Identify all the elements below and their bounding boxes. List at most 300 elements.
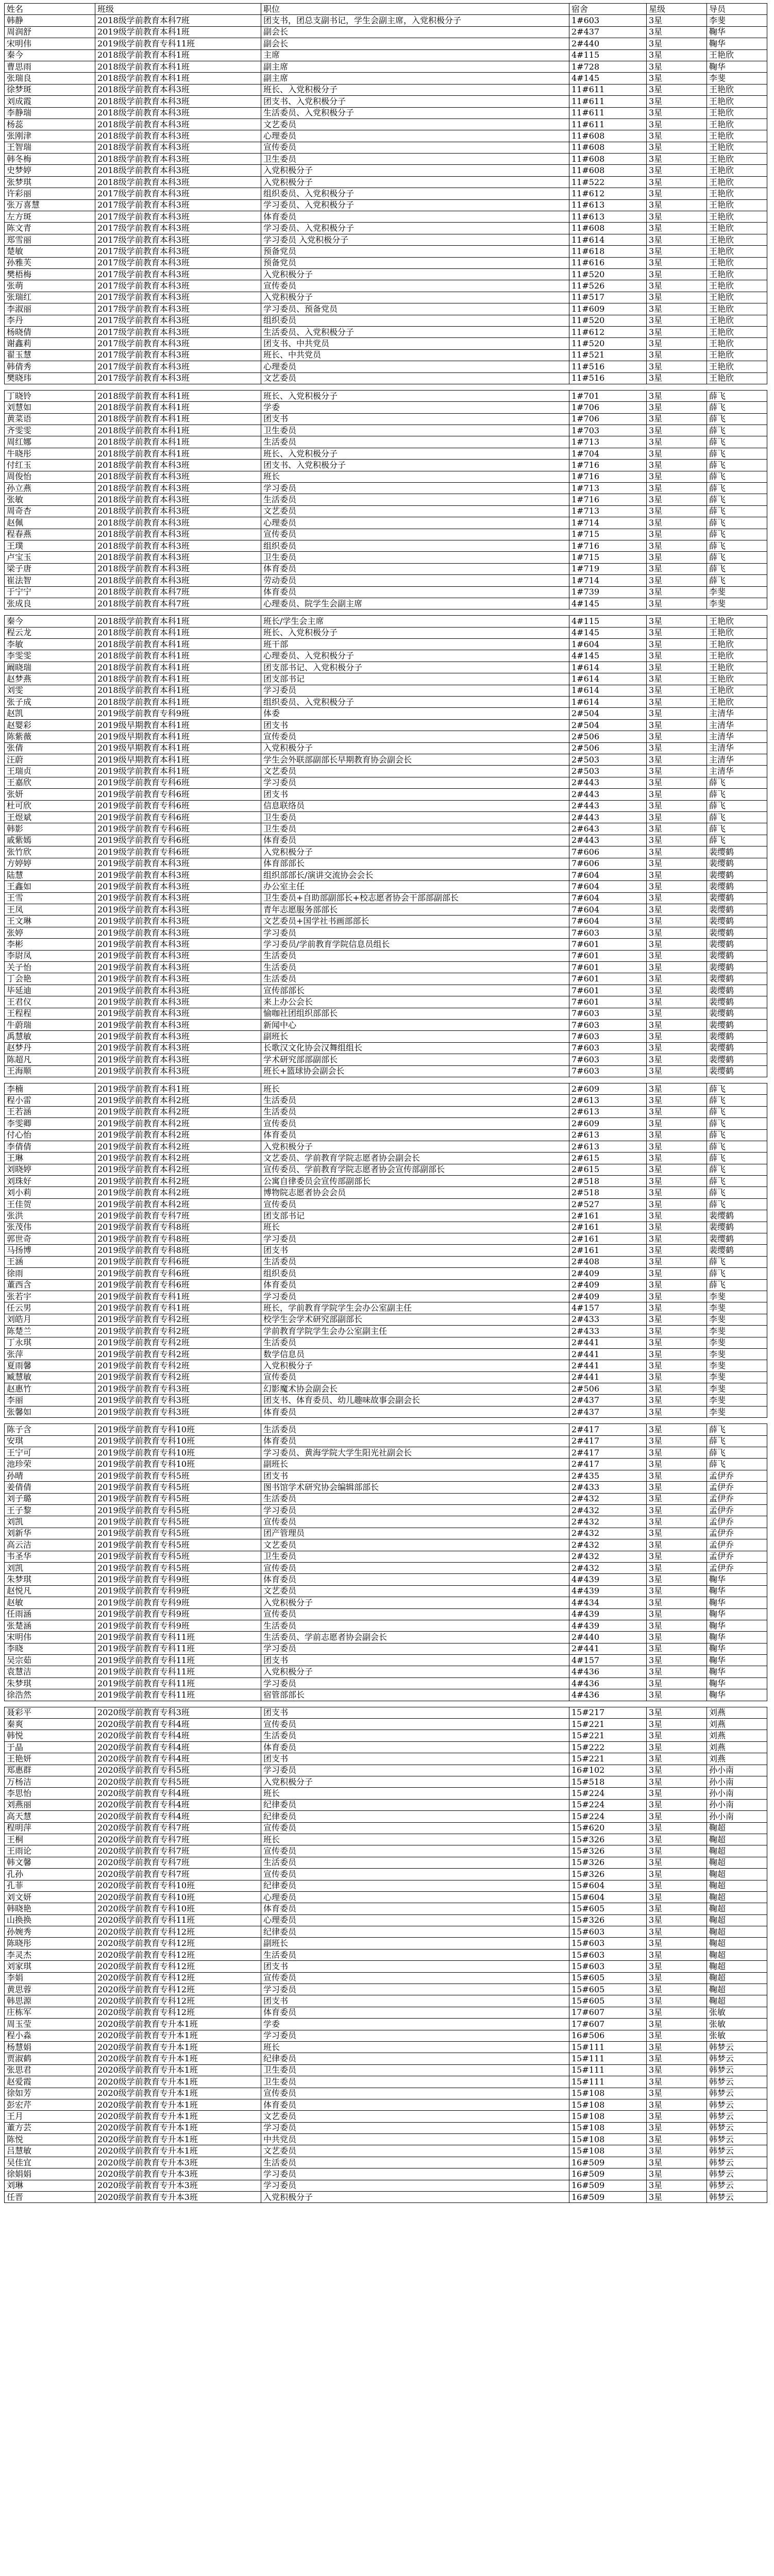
cell-class: 2020级学前教育专升本3班: [95, 2192, 261, 2203]
cell-dorm: 11#608: [569, 142, 647, 153]
cell-position: 卫生委员: [261, 811, 569, 823]
cell-counselor: 韩梦云: [707, 2099, 767, 2110]
table-row: [5, 904, 767, 916]
table-row: [5, 731, 767, 742]
cell-star: 3星: [647, 985, 707, 996]
cell-dorm: 7#603: [569, 1031, 647, 1042]
cell-star: 3星: [647, 540, 707, 551]
cell-name: 关子怡: [5, 962, 95, 973]
cell-dorm: 1#713: [569, 483, 647, 494]
cell-star: 3星: [647, 1371, 707, 1383]
cell-dorm: 1#715: [569, 529, 647, 540]
cell-dorm: 2#609: [569, 1118, 647, 1129]
cell-counselor: 裴缨鹤: [707, 996, 767, 1008]
cell-class: 2018级学前教育本科3班: [95, 471, 261, 482]
cell-star: 3星: [647, 49, 707, 61]
cell-counselor: 李斐: [707, 1337, 767, 1348]
table-row: [5, 1424, 767, 1435]
cell-dorm: 15#604: [569, 1880, 647, 1891]
cell-star: 3星: [647, 996, 707, 1008]
cell-star: 3星: [647, 1707, 707, 1718]
table-row: [5, 84, 767, 95]
cell-position: 愉咖社团组织部部长: [261, 1008, 569, 1019]
cell-dorm: 16#509: [569, 2157, 647, 2168]
cell-class: 2020级学前教育专科12班: [95, 1949, 261, 1960]
cell-dorm: 2#443: [569, 800, 647, 811]
cell-name: 刘燕丽: [5, 1799, 95, 1810]
cell-position: 班长、入党积极分子: [261, 390, 569, 401]
cell-star: 3星: [647, 211, 707, 223]
table-row: [5, 483, 767, 494]
cell-dorm: 1#614: [569, 697, 647, 708]
cell-position: 办公室主任: [261, 881, 569, 892]
cell-position: 副班长: [261, 1459, 569, 1470]
separator-cell: [95, 1077, 261, 1083]
table-row: [5, 1620, 767, 1631]
cell-class: 2018级学前教育本科1班: [95, 697, 261, 708]
cell-dorm: 2#615: [569, 1164, 647, 1175]
cell-dorm: 15#108: [569, 2134, 647, 2145]
cell-star: 3星: [647, 1222, 707, 1233]
cell-name: 张竹欣: [5, 846, 95, 858]
cell-counselor: 鞠华: [707, 1655, 767, 1666]
cell-position: 学前教育学院学生会办公室副主任: [261, 1326, 569, 1337]
cell-dorm: 4#145: [569, 73, 647, 84]
cell-dorm: 4#439: [569, 1608, 647, 1620]
cell-position: 数学信息员: [261, 1348, 569, 1360]
cell-counselor: 韩梦云: [707, 2168, 767, 2180]
cell-name: 张婷: [5, 927, 95, 938]
cell-name: 朱梦琪: [5, 1574, 95, 1585]
table-row: [5, 303, 767, 315]
cell-position: 心理委员、院学生会副主席: [261, 598, 569, 609]
cell-counselor: 孟伊乔: [707, 1539, 767, 1551]
cell-class: 2019级学前教育专科3班: [95, 1406, 261, 1417]
cell-position: 博物院志愿者协会会员: [261, 1187, 569, 1198]
table-row: [5, 777, 767, 788]
table-row: [5, 1961, 767, 1972]
cell-star: 3星: [647, 505, 707, 517]
cell-dorm: 11#520: [569, 338, 647, 349]
cell-counselor: 薛飞: [707, 517, 767, 529]
cell-star: 3星: [647, 448, 707, 459]
cell-dorm: 15#108: [569, 2145, 647, 2157]
cell-class: 2017级学前教育本科3班: [95, 188, 261, 199]
cell-name: 韩晓艳: [5, 1903, 95, 1914]
cell-counselor: 李斐: [707, 1360, 767, 1371]
cell-counselor: 裴缨鹤: [707, 1019, 767, 1030]
cell-class: 2018级学前教育本科1班: [95, 425, 261, 436]
cell-class: 2018级学前教育本科7班: [95, 598, 261, 609]
cell-star: 3星: [647, 1551, 707, 1562]
cell-class: 2018级学前教育本科3班: [95, 575, 261, 586]
cell-class: 2019级学前教育本科3班: [95, 1065, 261, 1077]
cell-dorm: 11#608: [569, 223, 647, 234]
table-row: [5, 1493, 767, 1504]
cell-class: 2020级学前教育专科5班: [95, 1776, 261, 1787]
table-row: [5, 1562, 767, 1573]
cell-counselor: 王艳欣: [707, 223, 767, 234]
cell-star: 3星: [647, 303, 707, 315]
table-row: [5, 1245, 767, 1256]
cell-class: 2020级学前教育专科7班: [95, 1857, 261, 1868]
cell-counselor: 鞠华: [707, 61, 767, 72]
cell-star: 3星: [647, 552, 707, 563]
cell-class: 2018级学前教育本科1班: [95, 627, 261, 638]
cell-position: 学委: [261, 2019, 569, 2030]
cell-class: 2019级学前教育专科10班: [95, 1424, 261, 1435]
cell-class: 2017级学前教育本科3班: [95, 303, 261, 315]
cell-position: 卫生委员: [261, 552, 569, 563]
cell-counselor: 鞠华: [707, 1666, 767, 1677]
table-row: [5, 1845, 767, 1857]
cell-star: 3星: [647, 26, 707, 38]
cell-star: 3星: [647, 1539, 707, 1551]
cell-star: 3星: [647, 1482, 707, 1493]
cell-name: 牛蔚瑞: [5, 1019, 95, 1030]
cell-name: 程小淼: [5, 2030, 95, 2041]
cell-counselor: 王艳欣: [707, 234, 767, 245]
cell-class: 2019级学前教育本科3班: [95, 904, 261, 916]
cell-star: 3星: [647, 292, 707, 303]
table-row: [5, 326, 767, 337]
cell-class: 2018级学前教育本科1班: [95, 402, 261, 413]
cell-dorm: 11#611: [569, 96, 647, 107]
cell-dorm: 2#609: [569, 1083, 647, 1094]
cell-name: 黄菜语: [5, 413, 95, 425]
cell-counselor: 王艳欣: [707, 616, 767, 627]
table-row: [5, 650, 767, 662]
cell-star: 3星: [647, 154, 707, 165]
cell-counselor: 李斐: [707, 1291, 767, 1302]
cell-name: 戚紫嫣: [5, 835, 95, 846]
table-row: [5, 1528, 767, 1539]
cell-counselor: 李斐: [707, 15, 767, 26]
cell-counselor: 韩梦云: [707, 2076, 767, 2088]
cell-star: 3星: [647, 390, 707, 401]
cell-star: 3星: [647, 1406, 707, 1417]
table-row: [5, 1176, 767, 1187]
cell-name: 张敏: [5, 494, 95, 505]
table-row: [5, 1799, 767, 1810]
table-row: [5, 2007, 767, 2018]
cell-name: 阚晓瑞: [5, 662, 95, 673]
cell-class: 2020级学前教育专升本1班: [95, 2064, 261, 2076]
cell-position: 团支书: [261, 1707, 569, 1718]
table-row: [5, 61, 767, 72]
cell-star: 3星: [647, 1891, 707, 1903]
cell-name: 李思怡: [5, 1788, 95, 1799]
cell-class: 2018级学前教育本科3班: [95, 154, 261, 165]
cell-counselor: 李斐: [707, 1314, 767, 1325]
cell-class: 2019级学前教育本科2班: [95, 1164, 261, 1175]
cell-star: 3星: [647, 823, 707, 835]
cell-counselor: 裴缨鹤: [707, 950, 767, 961]
cell-dorm: 2#432: [569, 1505, 647, 1516]
cell-dorm: 7#601: [569, 939, 647, 950]
cell-counselor: 韩梦云: [707, 2134, 767, 2145]
cell-class: 2018级学前教育本科1班: [95, 61, 261, 72]
cell-class: 2019级学前教育专科11班: [95, 1689, 261, 1701]
table-row: [5, 811, 767, 823]
cell-counselor: 李斐: [707, 586, 767, 598]
cell-dorm: 15#224: [569, 1799, 647, 1810]
cell-class: 2018级学前教育本科1班: [95, 448, 261, 459]
cell-name: 于宁宁: [5, 586, 95, 598]
cell-dorm: 11#608: [569, 130, 647, 142]
cell-class: 2018级学前教育本科3班: [95, 505, 261, 517]
cell-position: 生活委员、学前志愿者协会副会长: [261, 1632, 569, 1643]
cell-counselor: 鞠华: [707, 26, 767, 38]
cell-dorm: 1#706: [569, 413, 647, 425]
table-row: [5, 1811, 767, 1822]
cell-class: 2017级学前教育本科3班: [95, 223, 261, 234]
cell-counselor: 刘燕: [707, 1741, 767, 1753]
cell-class: 2018级学前教育本科3班: [95, 176, 261, 188]
cell-name: 高云洁: [5, 1539, 95, 1551]
cell-position: 班长: [261, 471, 569, 482]
cell-name: 李丹: [5, 315, 95, 326]
cell-class: 2019级学前教育本科2班: [95, 1198, 261, 1210]
table-row: [5, 1302, 767, 1314]
cell-name: 徐雨: [5, 1268, 95, 1279]
cell-star: 3星: [647, 1118, 707, 1129]
cell-name: 刘慧如: [5, 402, 95, 413]
cell-counselor: 薛飞: [707, 1095, 767, 1106]
cell-name: 韦圣华: [5, 1551, 95, 1562]
cell-class: 2019级早期教育本科1班: [95, 742, 261, 754]
table-row: [5, 1118, 767, 1129]
cell-name: 刘珠好: [5, 1176, 95, 1187]
cell-position: 团支部书记: [261, 673, 569, 685]
cell-name: 陈子含: [5, 1424, 95, 1435]
cell-dorm: 7#604: [569, 904, 647, 916]
cell-counselor: 薛飞: [707, 1153, 767, 1164]
cell-dorm: 2#437: [569, 26, 647, 38]
table-row: [5, 1822, 767, 1834]
cell-class: 2020级学前教育专升本1班: [95, 2019, 261, 2030]
cell-position: 文艺委员: [261, 766, 569, 777]
cell-class: 2018级学前教育本科1班: [95, 662, 261, 673]
cell-dorm: 2#409: [569, 1268, 647, 1279]
cell-position: 学习委员: [261, 1984, 569, 1995]
cell-counselor: 孙小南: [707, 1811, 767, 1822]
table-row: [5, 1042, 767, 1054]
cell-counselor: 韩梦云: [707, 2122, 767, 2133]
cell-class: 2019级学前教育专科2班: [95, 1314, 261, 1325]
cell-position: 体育委员: [261, 1903, 569, 1914]
table-row: [5, 1707, 767, 1718]
cell-class: 2019级学前教育专科8班: [95, 1222, 261, 1233]
cell-name: 王桐: [5, 1834, 95, 1845]
cell-name: 姜倩倩: [5, 1482, 95, 1493]
cell-dorm: 1#614: [569, 673, 647, 685]
cell-class: 2019级学前教育专科9班: [95, 708, 261, 719]
cell-dorm: 2#441: [569, 1337, 647, 1348]
cell-position: 组织委员、入党积极分子: [261, 697, 569, 708]
table-row: [5, 1730, 767, 1741]
cell-position: 入党积极分子: [261, 165, 569, 176]
cell-star: 3星: [647, 1949, 707, 1960]
cell-counselor: 王艳欣: [707, 199, 767, 211]
table-row: [5, 1383, 767, 1395]
cell-name: 吴宗茹: [5, 1655, 95, 1666]
cell-star: 3星: [647, 869, 707, 880]
cell-counselor: 薛飞: [707, 823, 767, 835]
separator-cell: [261, 1701, 569, 1707]
cell-position: 卫生委员: [261, 425, 569, 436]
cell-name: 夏雨馨: [5, 1360, 95, 1371]
separator-cell: [5, 609, 95, 616]
cell-class: 2020级学前教育专科12班: [95, 1984, 261, 1995]
cell-class: 2019级学前教育专科6班: [95, 789, 261, 800]
cell-counselor: 王艳欣: [707, 662, 767, 673]
cell-name: 万杨洁: [5, 1776, 95, 1787]
cell-class: 2020级学前教育专升本3班: [95, 2180, 261, 2191]
cell-class: 2019级学前教育专科10班: [95, 1435, 261, 1447]
cell-star: 3星: [647, 766, 707, 777]
table-row: [5, 372, 767, 384]
cell-position: 团支书: [261, 1470, 569, 1481]
cell-star: 3星: [647, 436, 707, 448]
table-row: [5, 1643, 767, 1654]
cell-star: 3星: [647, 754, 707, 766]
cell-name: 宋明伟: [5, 1632, 95, 1643]
cell-position: 预备党员: [261, 246, 569, 257]
cell-dorm: 1#715: [569, 552, 647, 563]
cell-class: 2019级学前教育专科2班: [95, 1348, 261, 1360]
cell-counselor: 孟伊乔: [707, 1493, 767, 1504]
cell-class: 2019级学前教育本科3班: [95, 950, 261, 961]
cell-counselor: 孟伊乔: [707, 1516, 767, 1528]
cell-name: 杨慧娟: [5, 2041, 95, 2053]
cell-position: 副会长: [261, 38, 569, 49]
table-row: [5, 1291, 767, 1302]
cell-dorm: 15#605: [569, 1995, 647, 2007]
cell-name: 赵敏: [5, 1597, 95, 1608]
cell-star: 3星: [647, 846, 707, 858]
cell-class: 2019级学前教育本科3班: [95, 869, 261, 880]
cell-position: 学习委员: [261, 777, 569, 788]
cell-class: 2020级学前教育专科4班: [95, 1811, 261, 1822]
table-row: [5, 2041, 767, 2053]
cell-position: 宿管部部长: [261, 1689, 569, 1701]
cell-dorm: 1#716: [569, 540, 647, 551]
table-row: [5, 1065, 767, 1077]
cell-counselor: 裴缨鹤: [707, 869, 767, 880]
cell-counselor: 薛飞: [707, 425, 767, 436]
separator-cell: [647, 609, 707, 616]
cell-class: 2020级学前教育专科12班: [95, 1995, 261, 2007]
table-row: [5, 280, 767, 292]
separator-cell: [261, 1418, 569, 1424]
table-row: [5, 505, 767, 517]
cell-class: 2018级学前教育本科3班: [95, 107, 261, 118]
cell-dorm: 1#614: [569, 685, 647, 696]
cell-name: 赵爱霞: [5, 2076, 95, 2088]
cell-counselor: 孟伊乔: [707, 1562, 767, 1573]
cell-dorm: 1#716: [569, 471, 647, 482]
cell-class: 2017级学前教育本科3班: [95, 257, 261, 268]
table-row: [5, 118, 767, 130]
cell-position: 宣传委员: [261, 1608, 569, 1620]
cell-dorm: 2#443: [569, 789, 647, 800]
separator-cell: [707, 384, 767, 390]
table-row: [5, 1395, 767, 1406]
cell-star: 3星: [647, 118, 707, 130]
cell-class: 2020级学前教育专科4班: [95, 1788, 261, 1799]
cell-dorm: 1#713: [569, 436, 647, 448]
cell-class: 2018级学前教育本科1班: [95, 616, 261, 627]
cell-name: 刘文妍: [5, 1891, 95, 1903]
table-row: [5, 2064, 767, 2076]
separator-cell: [95, 609, 261, 616]
table-row: [5, 471, 767, 482]
cell-star: 3星: [647, 1008, 707, 1019]
table-row: [5, 96, 767, 107]
cell-name: 池珍荣: [5, 1459, 95, 1470]
cell-star: 3星: [647, 881, 707, 892]
table-row: [5, 107, 767, 118]
cell-counselor: 薛飞: [707, 1118, 767, 1129]
cell-star: 3星: [647, 973, 707, 985]
cell-dorm: 15#605: [569, 1903, 647, 1914]
cell-name: 徐浩然: [5, 1689, 95, 1701]
cell-counselor: 裴缨鹤: [707, 927, 767, 938]
cell-star: 3星: [647, 1643, 707, 1654]
cell-class: 2020级学前教育专科7班: [95, 1845, 261, 1857]
cell-star: 3星: [647, 234, 707, 245]
cell-position: 团支书: [261, 1753, 569, 1765]
cell-dorm: 2#437: [569, 1406, 647, 1417]
cell-counselor: 鞠超: [707, 1845, 767, 1857]
cell-dorm: 1#716: [569, 494, 647, 505]
cell-name: 彭宏芹: [5, 2099, 95, 2110]
cell-class: 2020级学前教育专科12班: [95, 1961, 261, 1972]
separator-cell: [707, 1418, 767, 1424]
cell-class: 2019级学前教育本科2班: [95, 1176, 261, 1187]
table-row: [5, 1222, 767, 1233]
cell-dorm: 15#603: [569, 1949, 647, 1960]
table-row: [5, 1574, 767, 1585]
cell-class: 2019级学前教育本科3班: [95, 892, 261, 904]
cell-counselor: 鞠华: [707, 1677, 767, 1689]
cell-dorm: 15#224: [569, 1788, 647, 1799]
cell-star: 3星: [647, 130, 707, 142]
cell-counselor: 鞠超: [707, 1869, 767, 1880]
cell-star: 3星: [647, 1869, 707, 1880]
cell-position: 学习委员: [261, 1233, 569, 1245]
cell-class: 2019级学前教育专科6班: [95, 1268, 261, 1279]
cell-position: 学习委员: [261, 483, 569, 494]
cell-position: 生活委员: [261, 962, 569, 973]
cell-class: 2019级学前教育专科6班: [95, 777, 261, 788]
cell-class: 2019级学前教育本科2班: [95, 1129, 261, 1141]
cell-position: 心理委员: [261, 130, 569, 142]
table-row: [5, 552, 767, 563]
cell-name: 李晓: [5, 1643, 95, 1654]
cell-counselor: 鞠超: [707, 1891, 767, 1903]
table-row: [5, 188, 767, 199]
cell-name: 贾淑鹤: [5, 2053, 95, 2064]
cell-class: 2018级学前教育本科1班: [95, 685, 261, 696]
cell-star: 3星: [647, 1880, 707, 1891]
cell-name: 刘成霞: [5, 96, 95, 107]
cell-name: 王雨论: [5, 1845, 95, 1857]
cell-name: 程春燕: [5, 529, 95, 540]
cell-position: 学生会外联部副部长早期教育协会副会长: [261, 754, 569, 766]
cell-class: 2020级学前教育专科12班: [95, 1926, 261, 1938]
